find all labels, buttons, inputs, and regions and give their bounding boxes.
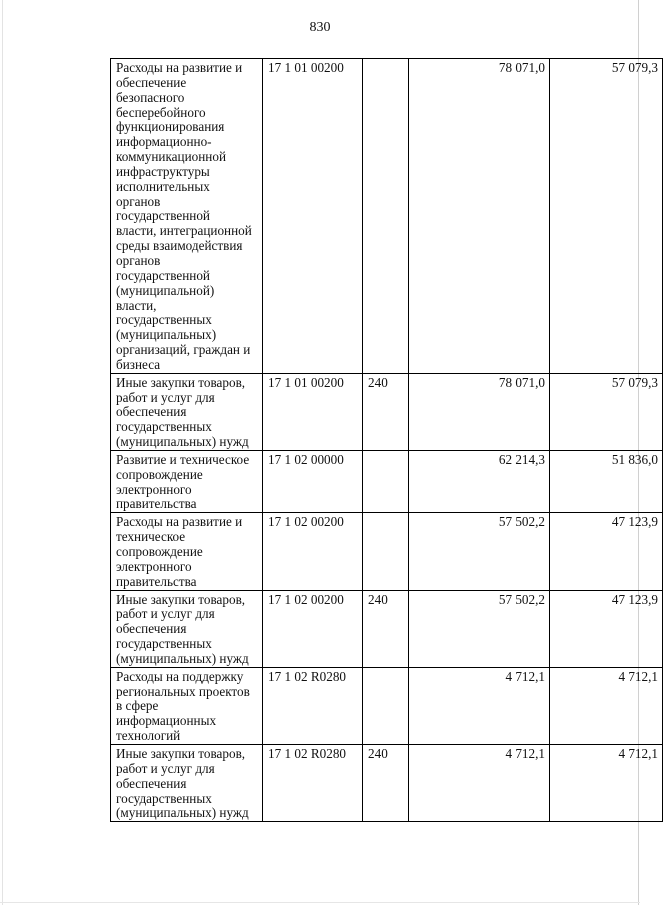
target-code-cell: 17 1 02 00200	[263, 513, 363, 590]
page-number: 830	[309, 20, 331, 35]
target-code-cell: 17 1 01 00200	[263, 373, 363, 450]
amount-2-cell: 4 712,1	[550, 744, 663, 821]
amount-2-cell: 57 079,3	[550, 373, 663, 450]
expense-name-cell: Расходы на развитие и обеспечение безопасного бесперебойного функционирования информационно- коммуникационной инфраструктуры исполнительных органов государственной власти, интеграционной среды взаимодействия органов государственной (муниципальной) власти, государственных (муниципальных) организаций, граждан и бизнеса	[111, 59, 263, 374]
expense-type-cell: 240	[363, 590, 409, 667]
amount-2-cell: 4 712,1	[550, 667, 663, 744]
expense-name-cell: Развитие и техническое сопровождение электронного правительства	[111, 450, 263, 512]
amount-2-cell: 47 123,9	[550, 513, 663, 590]
budget-table	[110, 58, 663, 822]
amount-2-cell: 57 079,3	[550, 59, 663, 374]
table-row	[111, 667, 663, 744]
amount-1-cell: 62 214,3	[409, 450, 550, 512]
table-row	[111, 513, 663, 590]
expense-name-cell: Иные закупки товаров, работ и услуг для обеспечения государственных (муниципальных) нужд	[111, 744, 263, 821]
target-code-cell: 17 1 02 R0280	[263, 744, 363, 821]
scan-edge-bottom	[0, 902, 640, 903]
table-row	[111, 450, 663, 512]
amount-1-cell: 57 502,2	[409, 513, 550, 590]
expense-type-cell	[363, 513, 409, 590]
table-row	[111, 744, 663, 821]
table-row	[111, 373, 663, 450]
target-code-cell: 17 1 02 00000	[263, 450, 363, 512]
target-code-cell: 17 1 02 R0280	[263, 667, 363, 744]
expense-type-cell	[363, 59, 409, 374]
expense-name-cell: Иные закупки товаров, работ и услуг для обеспечения государственных (муниципальных) нужд	[111, 590, 263, 667]
amount-2-cell: 47 123,9	[550, 590, 663, 667]
target-code-cell: 17 1 02 00200	[263, 590, 363, 667]
target-code-cell: 17 1 01 00200	[263, 59, 363, 374]
expense-name-cell: Расходы на поддержку региональных проектов в сфере информационных технологий	[111, 667, 263, 744]
table-row	[111, 59, 663, 374]
expense-type-cell	[363, 450, 409, 512]
table-row	[111, 590, 663, 667]
expense-type-cell: 240	[363, 744, 409, 821]
expense-type-cell	[363, 667, 409, 744]
amount-1-cell: 78 071,0	[409, 59, 550, 374]
amount-1-cell: 78 071,0	[409, 373, 550, 450]
expense-type-cell: 240	[363, 373, 409, 450]
expense-name-cell: Расходы на развитие и техническое сопровождение электронного правительства	[111, 513, 263, 590]
scan-edge-left	[2, 0, 3, 905]
amount-1-cell: 4 712,1	[409, 744, 550, 821]
amount-1-cell: 57 502,2	[409, 590, 550, 667]
amount-2-cell: 51 836,0	[550, 450, 663, 512]
expense-name-cell: Иные закупки товаров, работ и услуг для обеспечения государственных (муниципальных) нужд	[111, 373, 263, 450]
amount-1-cell: 4 712,1	[409, 667, 550, 744]
